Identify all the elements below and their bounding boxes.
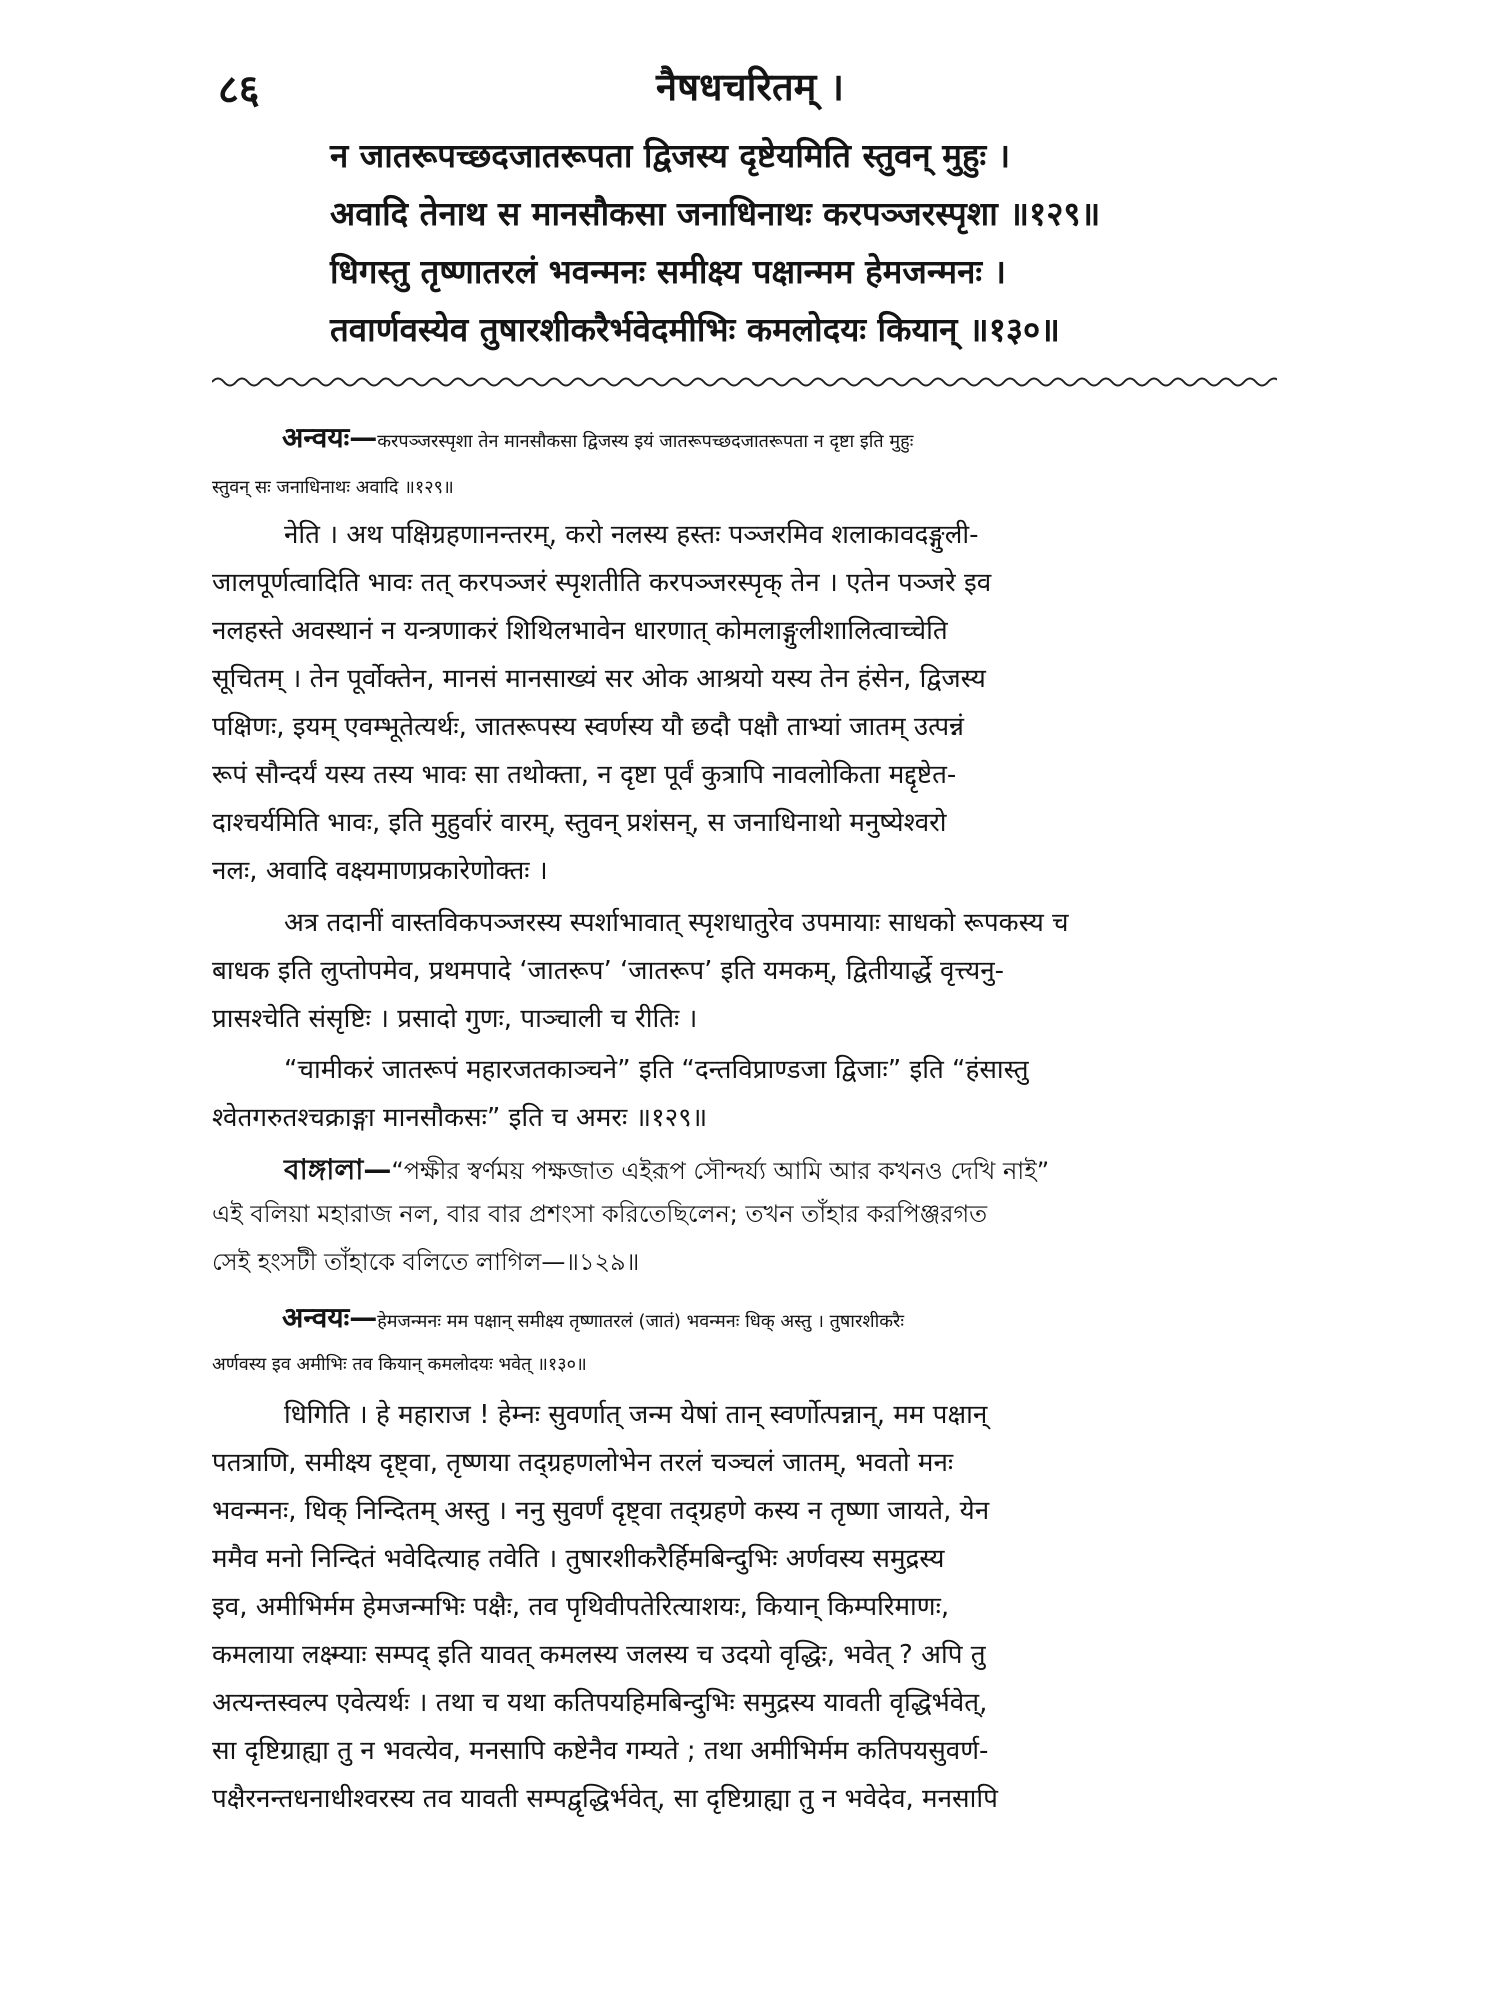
bangla-line: সেই হংসটী তাঁহাকে বলিতে লাগিল—॥১২৯॥ xyxy=(212,1248,640,1276)
wavy-divider xyxy=(212,372,1277,392)
verse-line: धिगस्तु तृष्णातरलं भवन्मनः समीक्ष्य पक्षान्मम हेमजन्मनः । xyxy=(330,252,1007,291)
bangla-label: বাঙ্গালা— xyxy=(284,1153,392,1186)
anvaya-130-line: अन्वयः—हेमजन्मनः मम पक्षान् समीक्ष्य तृष्णातरलं (जातं) भवन्मनः धिक् अस्तु । तुषारशीकरैः xyxy=(282,1301,905,1334)
verse-line: तवार्णवस्येव तुषारशीकरैर्भवेदमीभिः कमलोदयः कियान् ॥१३०॥ xyxy=(330,310,1060,349)
commentary-line: इव, अमीभिर्मम हेमजन्मभिः पक्षैः, तव पृथिवीपतेरित्याशयः, कियान् किम्परिमाणः, xyxy=(212,1592,950,1622)
bangla-line: বাঙ্গালা—“পক্ষীর স্বর্ণময় পক্ষজাত এইরূপ সৌন্দর্য্য আমি আর কখনও দেখি নাই” xyxy=(284,1153,1050,1186)
commentary-line: दाश्चर्यमिति भावः, इति मुहुर्वारं वारम्, स्तुवन् प्रशंसन्, स जनाधिनाथो मनुष्येश्वरो xyxy=(212,808,947,838)
commentary-line: रूपं सौन्दर्यं यस्य तस्य भावः सा तथोक्ता, न दृष्टा पूर्वं कुत्रापि नावलोकिता मद्दृष्टेत- xyxy=(212,760,957,790)
commentary-line: अत्र तदानीं वास्तविकपञ्जरस्य स्पर्शाभावात् स्पृशधातुरेव उपमायाः साधको रूपकस्य च xyxy=(284,908,1069,938)
bangla-line: এই বলিয়া মহারাজ নল, বার বার প্রশংসা করিতেছিলেন; তখন তাঁহার করপিঞ্জরগত xyxy=(212,1200,988,1228)
verse-line: अवादि तेनाथ स मानसौकसा जनाधिनाथः करपञ्जरस्पृशा ॥१२९॥ xyxy=(330,194,1101,233)
commentary-line: जालपूर्णत्वादिति भावः तत् करपञ्जरं स्पृशतीति करपञ्जरस्पृक् तेन । एतेन पञ्जरे इव xyxy=(212,568,992,598)
commentary-line: पक्षिणः, इयम् एवम्भूतेत्यर्थः, जातरूपस्य स्वर्णस्य यौ छदौ पक्षौ ताभ्यां जातम् उत्पन्नं xyxy=(212,712,964,742)
commentary-line: सा दृष्टिग्राह्या तु न भवत्येव, मनसापि कष्टेनैव गम्यते ; तथा अमीभिर्मम कतिपयसुवर्ण- xyxy=(212,1736,989,1766)
commentary-line: “चामीकरं जातरूपं महारजतकाञ्चने” इति “दन्तविप्राण्डजा द्विजाः” इति “हंसास्तु xyxy=(284,1055,1029,1085)
anvaya-129-line: अन्वयः—करपञ्जरस्पृशा तेन मानसौकसा द्विजस्य इयं जातरूपच्छदजातरूपता न दृष्टा इति मुहुः xyxy=(282,421,914,454)
commentary-line: नेति । अथ पक्षिग्रहणानन्तरम्, करो नलस्य हस्तः पञ्जरमिव शलाकावदङ्गुली- xyxy=(284,520,979,550)
running-title: नैषधचरितम् । xyxy=(656,65,844,109)
commentary-line: बाधक इति लुप्तोपमेव, प्रथमपादे ‘जातरूप’ ‘जातरूप’ इति यमकम्, द्वितीयार्द्धे वृत्त्यनु- xyxy=(212,956,1005,986)
anvaya-129-line: स्तुवन् सः जनाधिनाथः अवादि ॥१२९॥ xyxy=(212,477,454,498)
anvaya-label: अन्वयः— xyxy=(282,1301,378,1334)
commentary-line: नलः, अवादि वक्ष्यमाणप्रकारेणोक्तः । xyxy=(212,856,548,886)
commentary-line: नलहस्ते अवस्थानं न यन्त्रणाकरं शिथिलभावेन धारणात् कोमलाङ्गुलीशालित्वाच्चेति xyxy=(212,616,948,646)
commentary-line: सूचितम् । तेन पूर्वोक्तेन, मानसं मानसाख्यं सर ओक आश्रयो यस्य तेन हंसेन, द्विजस्य xyxy=(212,664,986,694)
commentary-line: ममैव मनो निन्दितं भवेदित्याह तवेति । तुषारशीकरैर्हिमबिन्दुभिः अर्णवस्य समुद्रस्य xyxy=(212,1544,945,1574)
commentary-line: अत्यन्तस्वल्प एवेत्यर्थः । तथा च यथा कतिपयहिमबिन्दुभिः समुद्रस्य यावती वृद्धिर्भवेत्, xyxy=(212,1688,988,1718)
commentary-line: श्वेतगरुतश्चक्राङ्गा मानसौकसः” इति च अमरः ॥१२९॥ xyxy=(212,1103,708,1133)
anvaya-label: अन्वयः— xyxy=(282,421,378,454)
verse-line: न जातरूपच्छदजातरूपता द्विजस्य दृष्टेयमिति स्तुवन् मुहुः । xyxy=(330,136,1011,175)
commentary-line: भवन्मनः, धिक् निन्दितम् अस्तु । ननु सुवर्णं दृष्ट्वा तद्ग्रहणे कस्य न तृष्णा जायते, येन xyxy=(212,1496,990,1526)
commentary-line: प्रासश्चेति संसृष्टिः । प्रसादो गुणः, पाञ्चाली च रीतिः । xyxy=(212,1004,698,1034)
anvaya-130-line: अर्णवस्य इव अमीभिः तव कियान् कमलोदयः भवेत् ॥१३०॥ xyxy=(212,1354,587,1375)
commentary-line: कमलाया लक्ष्म्याः सम्पद् इति यावत् कमलस्य जलस्य च उदयो वृद्धिः, भवेत् ? अपि तु xyxy=(212,1640,986,1670)
commentary-line: पक्षैरनन्तधनाधीश्वरस्य तव यावती सम्पद्वृद्धिर्भवेत्, सा दृष्टिग्राह्या तु न भवेदेव, मनसापि xyxy=(212,1784,998,1814)
commentary-line: पतत्राणि, समीक्ष्य दृष्ट्वा, तृष्णया तद्ग्रहणलोभेन तरलं चञ्चलं जातम्, भवतो मनः xyxy=(212,1448,954,1478)
page-number: ८६ xyxy=(218,67,260,113)
commentary-line: धिगिति । हे महाराज ! हेम्नः सुवर्णात् जन्म येषां तान् स्वर्णोत्पन्नान्, मम पक्षान् xyxy=(284,1400,988,1430)
page-header xyxy=(0,60,1500,120)
